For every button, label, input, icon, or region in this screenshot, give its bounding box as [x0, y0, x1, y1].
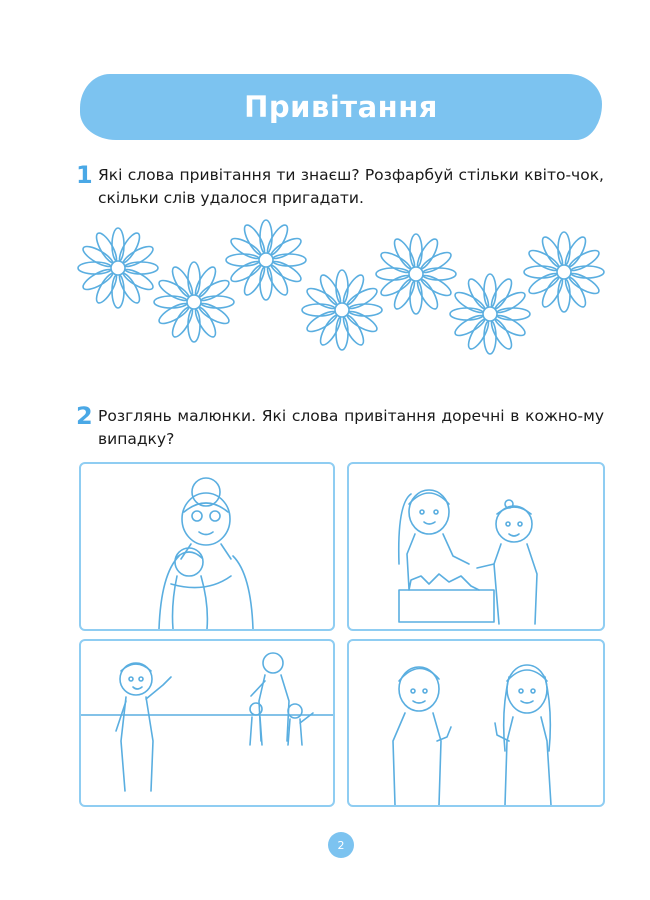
flower-petal[interactable]: [336, 270, 348, 304]
task-1-number: 1: [76, 161, 93, 189]
flower-petal[interactable]: [376, 268, 410, 280]
flower[interactable]: [376, 234, 456, 314]
task-1: [76, 161, 604, 210]
flower-center[interactable]: [483, 307, 497, 321]
flower-petal[interactable]: [558, 278, 570, 312]
flower-petal[interactable]: [524, 266, 558, 278]
flower-petal[interactable]: [260, 266, 272, 300]
flower[interactable]: [302, 270, 382, 350]
flower-center[interactable]: [409, 267, 423, 281]
page-number: 2: [328, 832, 354, 858]
flower-petal[interactable]: [154, 296, 188, 308]
picture-boy-waving-family: [79, 639, 335, 807]
flower[interactable]: [524, 232, 604, 312]
flower-petal[interactable]: [484, 320, 496, 354]
task-2-text: Розглянь малюнки. Які слова привітання доречні в кожно-му випадку?: [98, 407, 604, 448]
flower-petal[interactable]: [302, 304, 336, 316]
flowers-coloring: [70, 210, 610, 390]
flower-center[interactable]: [187, 295, 201, 309]
flower-center[interactable]: [111, 261, 125, 275]
flower-petal[interactable]: [450, 308, 484, 320]
page-title: Привітання: [244, 90, 438, 124]
flower[interactable]: [226, 220, 306, 300]
flower-petal[interactable]: [410, 280, 422, 314]
task-2: [76, 402, 604, 451]
flower[interactable]: [154, 262, 234, 342]
flower-center[interactable]: [335, 303, 349, 317]
flower-petal[interactable]: [112, 228, 124, 262]
flower-center[interactable]: [557, 265, 571, 279]
flower-petal[interactable]: [226, 254, 260, 266]
flower-petal[interactable]: [422, 268, 456, 280]
flower[interactable]: [78, 228, 158, 308]
flower-petal[interactable]: [558, 232, 570, 266]
picture-boy-girl-greeting: [347, 639, 605, 807]
flower-petal[interactable]: [188, 308, 200, 342]
task-2-number: 2: [76, 402, 93, 430]
task-1-text: Які слова привітання ти знаєш? Розфарбуй стільки квіто-чок, скільки слів удалося пригадати.: [98, 166, 604, 207]
flower-petal[interactable]: [272, 254, 306, 266]
picture-girls-stand: [347, 462, 605, 631]
flower-petal[interactable]: [78, 262, 112, 274]
flower-petal[interactable]: [484, 274, 496, 308]
flower-center[interactable]: [259, 253, 273, 267]
flower[interactable]: [450, 274, 530, 354]
flower-petal[interactable]: [348, 304, 382, 316]
flower-petal[interactable]: [188, 262, 200, 296]
flower-petal[interactable]: [570, 266, 604, 278]
picture-grandma-hug: [79, 462, 335, 631]
title-banner: [80, 74, 602, 140]
flower-petal[interactable]: [496, 308, 530, 320]
flower-petal[interactable]: [124, 262, 158, 274]
flower-petal[interactable]: [260, 220, 272, 254]
flower-petal[interactable]: [200, 296, 234, 308]
flower-petal[interactable]: [112, 274, 124, 308]
flower-petal[interactable]: [336, 316, 348, 350]
flower-petal[interactable]: [410, 234, 422, 268]
